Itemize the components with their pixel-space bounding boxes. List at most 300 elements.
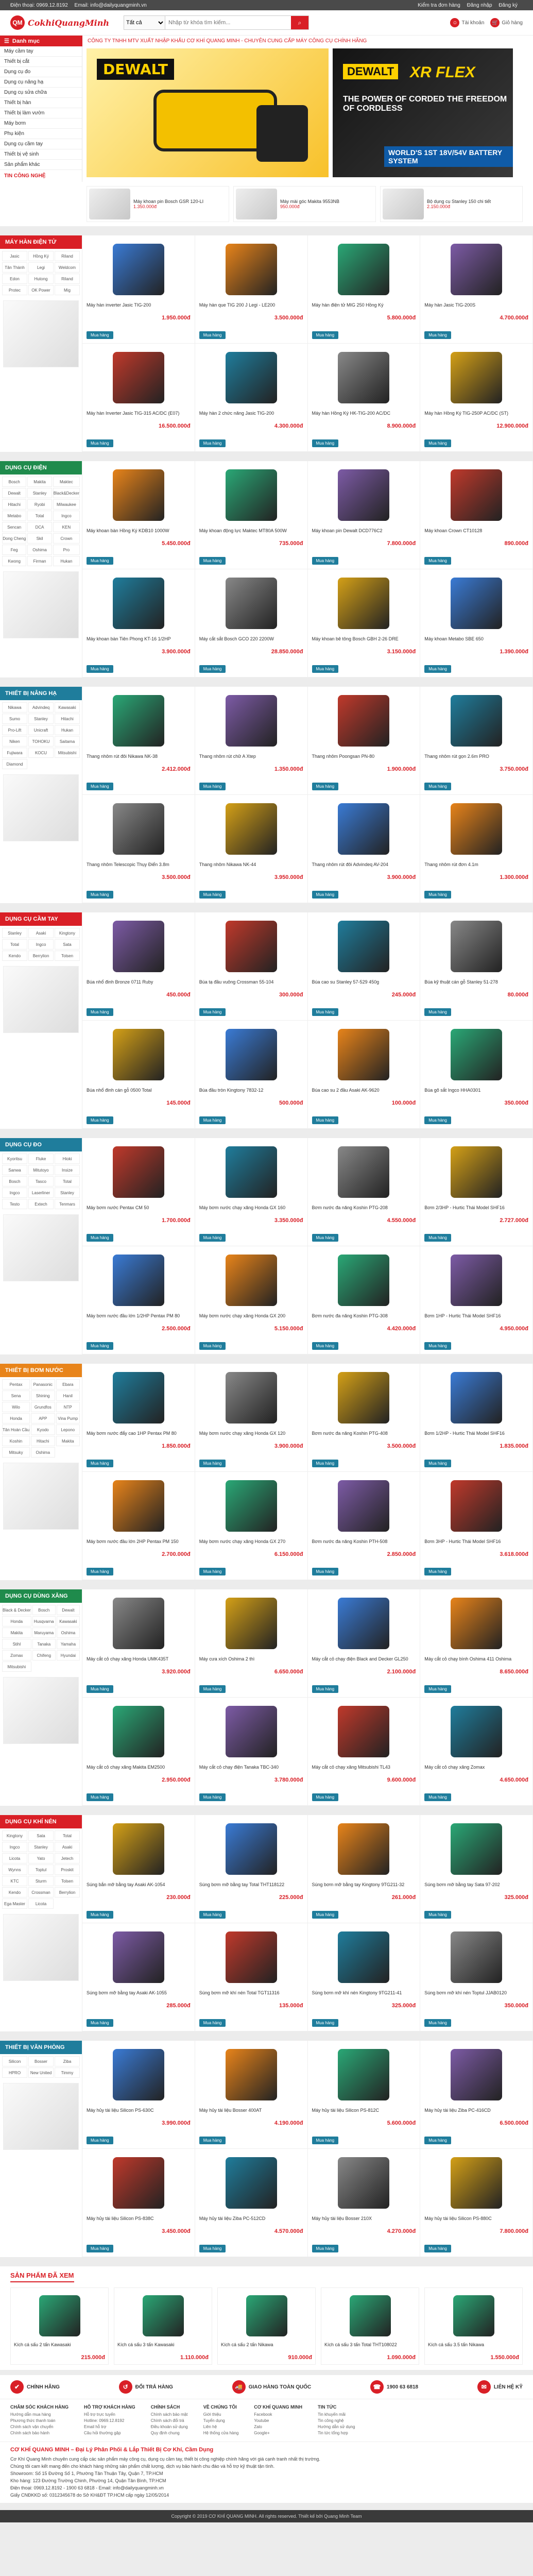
buy-button[interactable]: Mua hàng bbox=[424, 2137, 451, 2144]
brand-link[interactable]: Mitsuky bbox=[2, 1447, 30, 1458]
product-card[interactable] bbox=[82, 344, 195, 452]
brand-link[interactable]: Sumo bbox=[2, 714, 27, 724]
product-image[interactable] bbox=[87, 690, 191, 752]
product-card[interactable] bbox=[195, 1246, 308, 1354]
product-image[interactable] bbox=[87, 798, 191, 860]
brand-link[interactable]: Edon bbox=[2, 274, 27, 284]
product-card[interactable] bbox=[195, 235, 308, 344]
product-card[interactable] bbox=[308, 1815, 421, 1923]
buy-button[interactable]: Mua hàng bbox=[312, 2019, 339, 2027]
brand-link[interactable]: Mitutoyo bbox=[28, 1165, 54, 1175]
brand-link[interactable]: Stanley bbox=[28, 1842, 54, 1852]
product-name[interactable]: Máy hủy tài liệu Bosser 400AT bbox=[199, 2108, 262, 2113]
buy-button[interactable]: Mua hàng bbox=[424, 2019, 451, 2027]
brand-link[interactable]: Ingco bbox=[28, 939, 54, 950]
product-image[interactable] bbox=[87, 464, 191, 526]
product-name[interactable]: Máy hàn Hồng Ký HK-TIG-200 AC/DC bbox=[312, 411, 391, 416]
brand-link[interactable]: Kyodo bbox=[31, 1425, 55, 1435]
product-card[interactable] bbox=[308, 2149, 421, 2257]
sidebar-item[interactable]: Phụ kiện bbox=[0, 129, 82, 139]
product-name[interactable]: Bơm nước đa năng Koshin PTH-508 bbox=[312, 1539, 388, 1544]
product-name[interactable]: Thang nhôm rút chữ A Xtep bbox=[199, 754, 256, 759]
product-card[interactable] bbox=[82, 1364, 195, 1472]
product-image[interactable] bbox=[199, 1701, 303, 1762]
brand-link[interactable]: Crown bbox=[53, 533, 80, 544]
product-name[interactable]: Súng bơm mỡ bằng tay Sata 97-202 bbox=[424, 1882, 500, 1887]
buy-button[interactable]: Mua hàng bbox=[87, 665, 113, 673]
product-card[interactable] bbox=[308, 1589, 421, 1698]
buy-button[interactable]: Mua hàng bbox=[87, 1685, 113, 1693]
brand-link[interactable]: Tanaka bbox=[32, 1639, 56, 1649]
product-image[interactable] bbox=[199, 572, 303, 634]
product-name[interactable]: Máy hàn Hồng Ký TIG-250P AC/DC (ST) bbox=[424, 411, 508, 416]
brand-link[interactable]: Toptul bbox=[28, 1865, 54, 1875]
product-name[interactable]: Máy bơm nước đẩy cao 1HP Pentax PM 80 bbox=[87, 1431, 177, 1436]
brand-link[interactable]: Yamaha bbox=[57, 1639, 80, 1649]
brand-link[interactable]: Hồng Ký bbox=[28, 251, 54, 261]
brand-link[interactable]: HPRO bbox=[2, 2067, 27, 2078]
footer-link[interactable]: Giới thiệu bbox=[203, 2412, 221, 2417]
product-image[interactable] bbox=[199, 239, 303, 300]
product-name[interactable]: Súng bắn mỡ bằng tay Asaki AK-1054 bbox=[87, 1882, 165, 1887]
product-name[interactable]: Máy cắt cỏ chạy xăng Makita EM2500 bbox=[87, 1765, 165, 1770]
buy-button[interactable]: Mua hàng bbox=[199, 2137, 226, 2144]
product-name[interactable]: Máy hàn điện tử MIG 250 Hồng Ký bbox=[312, 302, 384, 308]
product-card[interactable] bbox=[420, 1364, 533, 1472]
sidebar-item[interactable]: Dụng cụ sửa chữa bbox=[0, 88, 82, 98]
brand-link[interactable]: Husqvarna bbox=[32, 1616, 56, 1626]
footer-link[interactable]: Google+ bbox=[254, 2431, 270, 2435]
product-image[interactable] bbox=[424, 239, 528, 300]
brand-link[interactable]: OK Power bbox=[28, 285, 54, 295]
brand-link[interactable]: New United bbox=[28, 2067, 54, 2078]
brand-link[interactable]: Diamond bbox=[2, 759, 27, 769]
product-card[interactable] bbox=[82, 2041, 195, 2149]
brand-link[interactable]: Pro bbox=[53, 545, 80, 555]
section-promo-image[interactable] bbox=[3, 300, 79, 367]
product-card[interactable] bbox=[420, 1923, 533, 2031]
brand-link[interactable]: Makita bbox=[27, 477, 51, 487]
product-image[interactable] bbox=[324, 2291, 416, 2340]
product-card[interactable] bbox=[420, 1246, 533, 1354]
product-card[interactable] bbox=[308, 1246, 421, 1354]
product-name[interactable]: Máy hàn Jasic TIG-200S bbox=[424, 302, 476, 308]
brand-link[interactable]: Berrylion bbox=[55, 1887, 80, 1897]
section-title[interactable]: DỤNG CỤ KHÍ NÉN bbox=[0, 1815, 82, 1828]
product-image[interactable] bbox=[199, 690, 303, 752]
product-card[interactable] bbox=[195, 1698, 308, 1806]
buy-button[interactable]: Mua hàng bbox=[199, 331, 226, 339]
buy-button[interactable]: Mua hàng bbox=[87, 891, 113, 899]
brand-link[interactable]: Ziba bbox=[55, 2056, 80, 2066]
product-image[interactable] bbox=[312, 347, 416, 409]
product-name[interactable]: Máy cắt cỏ chạy xăng Zomax bbox=[424, 1765, 485, 1770]
product-name[interactable]: Búa cao su 2 đầu Asaki AK-9620 bbox=[312, 1088, 380, 1093]
product-card[interactable] bbox=[308, 795, 421, 903]
product-image[interactable] bbox=[312, 1475, 416, 1537]
brand-link[interactable]: Feg bbox=[2, 545, 26, 555]
footer-link[interactable]: Chính sách bảo hành bbox=[10, 2431, 50, 2435]
brand-link[interactable]: Kwong bbox=[2, 556, 26, 566]
buy-button[interactable]: Mua hàng bbox=[424, 439, 451, 447]
product-name[interactable]: Máy cắt cỏ chạy xăng Mitsubishi TL43 bbox=[312, 1765, 390, 1770]
product-card[interactable] bbox=[420, 2149, 533, 2257]
buy-button[interactable]: Mua hàng bbox=[87, 1008, 113, 1016]
brand-link[interactable]: Skil bbox=[27, 533, 51, 544]
footer-link[interactable]: Hướng dẫn mua hàng bbox=[10, 2412, 51, 2417]
buy-button[interactable]: Mua hàng bbox=[424, 783, 451, 790]
brand-link[interactable]: Extech bbox=[28, 1199, 54, 1209]
product-card[interactable] bbox=[82, 795, 195, 903]
product-card[interactable] bbox=[82, 1698, 195, 1806]
product-image[interactable] bbox=[312, 1367, 416, 1429]
sidebar-news-title[interactable]: TIN CÔNG NGHỆ bbox=[4, 173, 46, 179]
product-name[interactable]: Bơm nước đa năng Koshin PTG-308 bbox=[312, 1313, 388, 1318]
brand-link[interactable]: Bosch bbox=[2, 477, 26, 487]
product-image[interactable] bbox=[87, 2152, 191, 2214]
brand-link[interactable]: TOHOKU bbox=[28, 736, 54, 747]
brand-link[interactable]: Crossman bbox=[28, 1887, 54, 1897]
product-card[interactable] bbox=[420, 1815, 533, 1923]
product-name[interactable]: Máy bơm nước chạy xăng Honda GX 270 bbox=[199, 1539, 286, 1544]
brand-link[interactable]: Tân Hoàn Cầu bbox=[2, 1425, 30, 1435]
brand-link[interactable]: Licota bbox=[28, 1899, 54, 1909]
product-card[interactable] bbox=[195, 912, 308, 1021]
footer-link[interactable]: Tin tức tổng hợp bbox=[317, 2431, 348, 2435]
cart-link[interactable]: 🛒 Giỏ hàng bbox=[490, 18, 523, 27]
brand-link[interactable]: Tolsen bbox=[55, 951, 80, 961]
viewed-product-card[interactable] bbox=[217, 2287, 316, 2365]
brand-link[interactable]: Bosch bbox=[32, 1605, 56, 1615]
brand-link[interactable]: Chifeng bbox=[32, 1650, 56, 1660]
brand-link[interactable]: Metabo bbox=[2, 511, 26, 521]
brand-link[interactable]: NTP bbox=[56, 1402, 80, 1412]
section-title[interactable]: THIẾT BỊ NÂNG HẠ bbox=[0, 687, 82, 700]
brand-link[interactable]: Legi bbox=[28, 262, 54, 273]
brand-link[interactable]: Asaki bbox=[28, 928, 54, 938]
buy-button[interactable]: Mua hàng bbox=[87, 2245, 113, 2252]
buy-button[interactable]: Mua hàng bbox=[312, 2137, 339, 2144]
brand-link[interactable]: Dewalt bbox=[2, 488, 26, 498]
product-image[interactable] bbox=[199, 1141, 303, 1203]
brand-link[interactable]: Proskit bbox=[55, 1865, 80, 1875]
product-image[interactable] bbox=[428, 2291, 519, 2340]
buy-button[interactable]: Mua hàng bbox=[312, 557, 339, 565]
topbar-link-track[interactable]: Kiểm tra đơn hàng bbox=[418, 2, 460, 8]
product-name[interactable]: Máy bơm nước đầu lớn 1/2HP Pentax PM 80 bbox=[87, 1313, 180, 1318]
brand-link[interactable]: Sturm bbox=[28, 1876, 54, 1886]
product-card[interactable] bbox=[308, 461, 421, 569]
product-name[interactable]: Bơm nước đa năng Koshin PTG-208 bbox=[312, 1205, 388, 1210]
brand-link[interactable]: DCA bbox=[27, 522, 51, 532]
brand-link[interactable]: Ryobi bbox=[27, 499, 51, 510]
buy-button[interactable]: Mua hàng bbox=[199, 1793, 226, 1801]
section-promo-image[interactable] bbox=[3, 774, 79, 841]
product-image[interactable] bbox=[312, 1141, 416, 1203]
buy-button[interactable]: Mua hàng bbox=[87, 1460, 113, 1467]
product-name[interactable]: Súng bơm mỡ bằng tay Asaki AK-1055 bbox=[87, 1990, 167, 1995]
brand-link[interactable]: Ingco bbox=[2, 1188, 27, 1198]
brand-link[interactable]: Sata bbox=[28, 1831, 54, 1841]
brand-link[interactable]: Timmy bbox=[55, 2067, 80, 2078]
product-card[interactable] bbox=[195, 1472, 308, 1580]
product-image[interactable] bbox=[87, 1701, 191, 1762]
product-image[interactable] bbox=[14, 2291, 105, 2340]
brand-link[interactable]: Laserliner bbox=[28, 1188, 54, 1198]
brand-link[interactable]: Stanley bbox=[27, 488, 51, 498]
product-card[interactable] bbox=[308, 1472, 421, 1580]
footer-link[interactable]: Điều khoản sử dụng bbox=[150, 2425, 188, 2429]
brand-link[interactable]: Tenmars bbox=[55, 1199, 80, 1209]
footer-link[interactable]: Youtube bbox=[254, 2418, 269, 2423]
product-name[interactable]: Bơm 1HP - Hurtic Thái Model SHF16 bbox=[424, 1313, 501, 1318]
buy-button[interactable]: Mua hàng bbox=[424, 1234, 451, 1242]
product-name[interactable]: Súng bơm mỡ khí nén Toptul JJAB0120 bbox=[424, 1990, 507, 1995]
buy-button[interactable]: Mua hàng bbox=[199, 1234, 226, 1242]
product-name[interactable]: Bơm 2/3HP - Hurtic Thái Model SHF16 bbox=[424, 1205, 505, 1210]
section-title[interactable]: DỤNG CỤ ĐIỆN bbox=[0, 461, 82, 474]
product-name[interactable]: Máy hủy tài liệu Silicon PS-838C bbox=[87, 2216, 154, 2221]
buy-button[interactable]: Mua hàng bbox=[87, 2019, 113, 2027]
product-image[interactable] bbox=[199, 2044, 303, 2106]
product-name[interactable]: Máy hàn que TIG 200 J Legi - LE200 bbox=[199, 302, 276, 308]
brand-link[interactable]: Mitsubishi bbox=[55, 748, 80, 758]
buy-button[interactable]: Mua hàng bbox=[199, 1116, 226, 1124]
buy-button[interactable]: Mua hàng bbox=[424, 557, 451, 565]
product-image[interactable] bbox=[87, 572, 191, 634]
brand-link[interactable]: Fluke bbox=[28, 1154, 54, 1164]
brand-link[interactable]: Tân Thành bbox=[2, 262, 27, 273]
buy-button[interactable]: Mua hàng bbox=[424, 1568, 451, 1575]
footer-link[interactable]: Email hỗ trợ bbox=[84, 2425, 107, 2429]
viewed-product-card[interactable] bbox=[321, 2287, 419, 2365]
product-image[interactable] bbox=[312, 1592, 416, 1654]
brand-link[interactable]: Advindeq bbox=[28, 702, 54, 713]
product-image[interactable] bbox=[87, 1818, 191, 1880]
footer-link[interactable]: Facebook bbox=[254, 2412, 272, 2417]
product-card[interactable] bbox=[195, 569, 308, 677]
brand-link[interactable]: Pro-Lift bbox=[2, 725, 27, 735]
product-name[interactable]: Máy hủy tài liệu Bosser 210X bbox=[312, 2216, 372, 2221]
buy-button[interactable]: Mua hàng bbox=[424, 1460, 451, 1467]
product-image[interactable] bbox=[424, 464, 528, 526]
product-name[interactable]: Thang nhôm Poongsan PN-80 bbox=[312, 754, 375, 759]
product-image[interactable] bbox=[199, 1818, 303, 1880]
brand-link[interactable]: Testo bbox=[2, 1199, 27, 1209]
section-title[interactable]: THIẾT BỊ BƠM NƯỚC bbox=[0, 1364, 82, 1377]
buy-button[interactable]: Mua hàng bbox=[87, 439, 113, 447]
buy-button[interactable]: Mua hàng bbox=[424, 1342, 451, 1350]
product-card[interactable] bbox=[420, 795, 533, 903]
product-card[interactable] bbox=[420, 1021, 533, 1129]
product-image[interactable] bbox=[312, 572, 416, 634]
brand-link[interactable]: Hukan bbox=[55, 725, 80, 735]
product-card[interactable] bbox=[82, 1815, 195, 1923]
buy-button[interactable]: Mua hàng bbox=[87, 1568, 113, 1575]
footer-link[interactable]: Liên hệ bbox=[203, 2425, 217, 2429]
buy-button[interactable]: Mua hàng bbox=[199, 1911, 226, 1919]
viewed-product-card[interactable] bbox=[114, 2287, 212, 2365]
sidebar-item[interactable]: Dụng cụ nâng hạ bbox=[0, 77, 82, 88]
buy-button[interactable]: Mua hàng bbox=[199, 1568, 226, 1575]
brand-link[interactable]: Sena bbox=[2, 1391, 30, 1401]
product-image[interactable] bbox=[312, 239, 416, 300]
product-image[interactable] bbox=[424, 798, 528, 860]
brand-link[interactable]: Honda bbox=[2, 1616, 31, 1626]
brand-link[interactable]: KEN bbox=[53, 522, 80, 532]
product-image[interactable] bbox=[87, 1367, 191, 1429]
product-image[interactable] bbox=[312, 690, 416, 752]
mini-banner[interactable] bbox=[233, 186, 376, 222]
product-image[interactable] bbox=[424, 347, 528, 409]
buy-button[interactable]: Mua hàng bbox=[312, 1116, 339, 1124]
brand-link[interactable]: Panasonic bbox=[31, 1379, 55, 1389]
product-card[interactable] bbox=[82, 1246, 195, 1354]
product-image[interactable] bbox=[312, 1249, 416, 1311]
product-card[interactable] bbox=[420, 2041, 533, 2149]
section-title[interactable]: DỤNG CỤ CẦM TAY bbox=[0, 912, 82, 926]
brand-link[interactable]: Stanley bbox=[28, 714, 54, 724]
product-card[interactable] bbox=[195, 1923, 308, 2031]
brand-link[interactable]: Kendo bbox=[2, 1887, 27, 1897]
brand-link[interactable]: Vina Pump bbox=[56, 1413, 80, 1423]
buy-button[interactable]: Mua hàng bbox=[312, 439, 339, 447]
brand-link[interactable]: Hioki bbox=[55, 1154, 80, 1164]
category-toggle[interactable]: ☰ Danh mục bbox=[0, 36, 82, 46]
buy-button[interactable]: Mua hàng bbox=[87, 1234, 113, 1242]
brand-link[interactable]: Pentax bbox=[2, 1379, 30, 1389]
product-image[interactable] bbox=[424, 2152, 528, 2214]
section-promo-image[interactable] bbox=[3, 1463, 79, 1530]
product-image[interactable] bbox=[424, 1249, 528, 1311]
product-image[interactable] bbox=[87, 1926, 191, 1988]
brand-link[interactable]: Stihl bbox=[2, 1639, 31, 1649]
product-name[interactable]: Máy hàn inverter Jasic TIG-200 bbox=[87, 302, 151, 308]
product-card[interactable] bbox=[82, 687, 195, 795]
buy-button[interactable]: Mua hàng bbox=[312, 665, 339, 673]
sidebar-item[interactable]: Thiết bị hàn bbox=[0, 98, 82, 108]
viewed-product-card[interactable] bbox=[10, 2287, 109, 2365]
product-name[interactable]: Máy khoan pin Dewalt DCD776C2 bbox=[312, 528, 383, 533]
product-image[interactable] bbox=[312, 1926, 416, 1988]
product-image[interactable] bbox=[199, 1367, 303, 1429]
buy-button[interactable]: Mua hàng bbox=[424, 1911, 451, 1919]
brand-link[interactable]: Sanwa bbox=[2, 1165, 27, 1175]
brand-link[interactable]: Tasco bbox=[28, 1176, 54, 1187]
brand-link[interactable]: Sata bbox=[55, 939, 80, 950]
product-card[interactable] bbox=[195, 1021, 308, 1129]
brand-link[interactable]: Ega Master bbox=[2, 1899, 27, 1909]
brand-link[interactable]: Shining bbox=[31, 1391, 55, 1401]
buy-button[interactable]: Mua hàng bbox=[199, 2245, 226, 2252]
sidebar-item[interactable]: Dụng cụ đo bbox=[0, 67, 82, 77]
product-name[interactable]: Máy cắt cỏ chạy điện Tanaka TBC-340 bbox=[199, 1765, 279, 1770]
brand-link[interactable]: Hukan bbox=[53, 556, 80, 566]
product-image[interactable] bbox=[199, 2152, 303, 2214]
product-image[interactable] bbox=[312, 1818, 416, 1880]
product-card[interactable] bbox=[308, 1021, 421, 1129]
brand-link[interactable]: Total bbox=[55, 1831, 80, 1841]
product-card[interactable] bbox=[420, 235, 533, 344]
brand-link[interactable]: Maruyama bbox=[32, 1628, 56, 1638]
product-card[interactable] bbox=[420, 344, 533, 452]
product-name[interactable]: Búa cao su Stanley 57-529 450g bbox=[312, 979, 380, 985]
product-image[interactable] bbox=[312, 464, 416, 526]
product-image[interactable] bbox=[87, 2044, 191, 2106]
product-image[interactable] bbox=[221, 2291, 312, 2340]
product-card[interactable] bbox=[195, 344, 308, 452]
buy-button[interactable]: Mua hàng bbox=[424, 1008, 451, 1016]
product-card[interactable] bbox=[82, 1021, 195, 1129]
brand-link[interactable]: Ingco bbox=[53, 511, 80, 521]
brand-link[interactable]: Grundfos bbox=[31, 1402, 55, 1412]
product-card[interactable] bbox=[420, 687, 533, 795]
footer-link[interactable]: Tin công nghệ bbox=[317, 2418, 344, 2423]
buy-button[interactable]: Mua hàng bbox=[312, 1342, 339, 1350]
footer-link[interactable]: Hướng dẫn sử dụng bbox=[317, 2425, 355, 2429]
product-card[interactable] bbox=[82, 461, 195, 569]
product-name[interactable]: Kích cá sấu 3 tấn Kawasaki bbox=[117, 2342, 175, 2347]
brand-link[interactable]: Bosch bbox=[2, 1176, 27, 1187]
buy-button[interactable]: Mua hàng bbox=[424, 1116, 451, 1124]
footer-link[interactable]: Câu hỏi thường gặp bbox=[84, 2431, 121, 2435]
product-name[interactable]: Máy khoan Crown CT10128 bbox=[424, 528, 483, 533]
brand-link[interactable]: Unicraft bbox=[28, 725, 54, 735]
account-link[interactable]: ☺ Tài khoản bbox=[450, 18, 484, 27]
product-card[interactable] bbox=[195, 1815, 308, 1923]
footer-link[interactable]: Hotline: 0969.12.8192 bbox=[84, 2418, 125, 2423]
product-card[interactable] bbox=[420, 1138, 533, 1246]
product-image[interactable] bbox=[87, 1024, 191, 1086]
product-name[interactable]: Kích cá sấu 3 tấn Total THT108022 bbox=[324, 2342, 397, 2347]
buy-button[interactable]: Mua hàng bbox=[312, 1793, 339, 1801]
section-promo-image[interactable] bbox=[3, 571, 79, 638]
brand-link[interactable]: Hanil bbox=[56, 1391, 80, 1401]
product-card[interactable] bbox=[195, 2149, 308, 2257]
brand-link[interactable]: Hitachi bbox=[2, 499, 26, 510]
product-name[interactable]: Thang nhôm Nikawa NK-44 bbox=[199, 862, 256, 867]
brand-link[interactable]: Total bbox=[27, 511, 51, 521]
product-image[interactable] bbox=[424, 1024, 528, 1086]
brand-link[interactable]: Firman bbox=[27, 556, 51, 566]
brand-link[interactable]: Total bbox=[2, 939, 27, 950]
brand-link[interactable]: KOCU bbox=[28, 748, 54, 758]
brand-link[interactable]: Fujiwara bbox=[2, 748, 27, 758]
product-card[interactable] bbox=[82, 1472, 195, 1580]
product-name[interactable]: Máy hủy tài liệu Silicon PS-630C bbox=[87, 2108, 154, 2113]
product-image[interactable] bbox=[87, 239, 191, 300]
product-image[interactable] bbox=[199, 1926, 303, 1988]
brand-link[interactable]: Wilo bbox=[2, 1402, 30, 1412]
product-name[interactable]: Bơm 3HP - Hurtic Thái Model SHF16 bbox=[424, 1539, 501, 1544]
footer-link[interactable]: Tin khuyến mãi bbox=[317, 2412, 346, 2417]
section-title[interactable]: DỤNG CỤ ĐO bbox=[0, 1138, 82, 1151]
buy-button[interactable]: Mua hàng bbox=[199, 891, 226, 899]
footer-link[interactable]: Chính sách bảo mật bbox=[150, 2412, 188, 2417]
footer-link[interactable]: Zalo bbox=[254, 2425, 262, 2429]
product-name[interactable]: Máy cắt cỏ chạy bình Oshima 411 Oshima bbox=[424, 1656, 512, 1662]
brand-link[interactable]: Jetech bbox=[55, 1853, 80, 1863]
brand-link[interactable]: Stanley bbox=[2, 928, 27, 938]
product-name[interactable]: Máy bơm nước chạy xăng Honda GX 160 bbox=[199, 1205, 286, 1210]
section-promo-image[interactable] bbox=[3, 1677, 79, 1744]
product-name[interactable]: Máy hủy tài liệu Ziba PC-416CD bbox=[424, 2108, 491, 2113]
product-card[interactable] bbox=[82, 569, 195, 677]
product-image[interactable] bbox=[312, 1701, 416, 1762]
sidebar-item[interactable]: Máy bơm bbox=[0, 118, 82, 129]
buy-button[interactable]: Mua hàng bbox=[424, 1685, 451, 1693]
product-card[interactable] bbox=[82, 912, 195, 1021]
